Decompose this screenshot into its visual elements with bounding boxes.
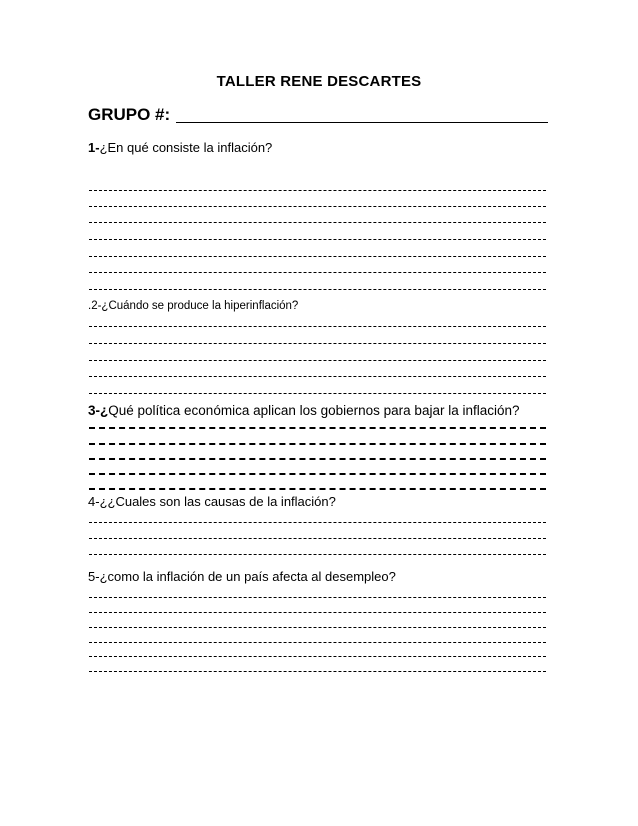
question-5 <box>88 569 396 585</box>
question-number: 4- <box>88 494 100 509</box>
answer-line <box>89 627 546 628</box>
question-3 <box>88 403 520 419</box>
answer-line <box>89 190 546 191</box>
question-1 <box>88 140 272 156</box>
answer-line <box>89 656 546 657</box>
answer-line <box>89 206 546 207</box>
answer-line <box>89 554 546 555</box>
group-label: GRUPO #: <box>88 105 171 124</box>
group-field <box>88 105 548 125</box>
answer-line <box>89 671 546 672</box>
question-4 <box>88 494 336 510</box>
answer-line <box>89 427 546 429</box>
answer-line <box>89 239 546 240</box>
answer-line <box>89 393 546 394</box>
answer-line <box>89 443 546 445</box>
answer-line <box>89 597 546 598</box>
question-2 <box>88 298 298 314</box>
answer-line <box>89 473 546 475</box>
question-text: ¿En qué consiste la inflación? <box>99 140 273 155</box>
question-number: .2- <box>88 300 102 312</box>
page-title: TALLER RENE DESCARTES <box>216 73 422 90</box>
answer-line <box>89 289 546 290</box>
group-blank-line <box>176 122 548 123</box>
question-number: 5- <box>88 569 100 584</box>
answer-line <box>89 343 546 344</box>
answer-line <box>89 376 546 377</box>
question-text: ¿como la inflación de un país afecta al desempleo? <box>99 569 396 584</box>
question-number: 1- <box>88 140 100 155</box>
answer-line <box>89 612 546 613</box>
question-text: ¿¿Cuales son las causas de la inflación? <box>99 494 336 509</box>
answer-line <box>89 458 546 460</box>
answer-line <box>89 360 546 361</box>
answer-line <box>89 272 546 273</box>
question-text: ¿Cuándo se produce la hiperinflación? <box>101 300 299 312</box>
answer-line <box>89 488 546 490</box>
question-text: Qué política económica aplican los gobiernos para bajar la inflación? <box>108 403 520 418</box>
answer-line <box>89 222 546 223</box>
question-number: 3-¿ <box>88 403 109 418</box>
answer-line <box>89 326 546 327</box>
answer-line <box>89 642 546 643</box>
answer-line <box>89 522 546 523</box>
answer-line <box>89 256 546 257</box>
answer-line <box>89 538 546 539</box>
